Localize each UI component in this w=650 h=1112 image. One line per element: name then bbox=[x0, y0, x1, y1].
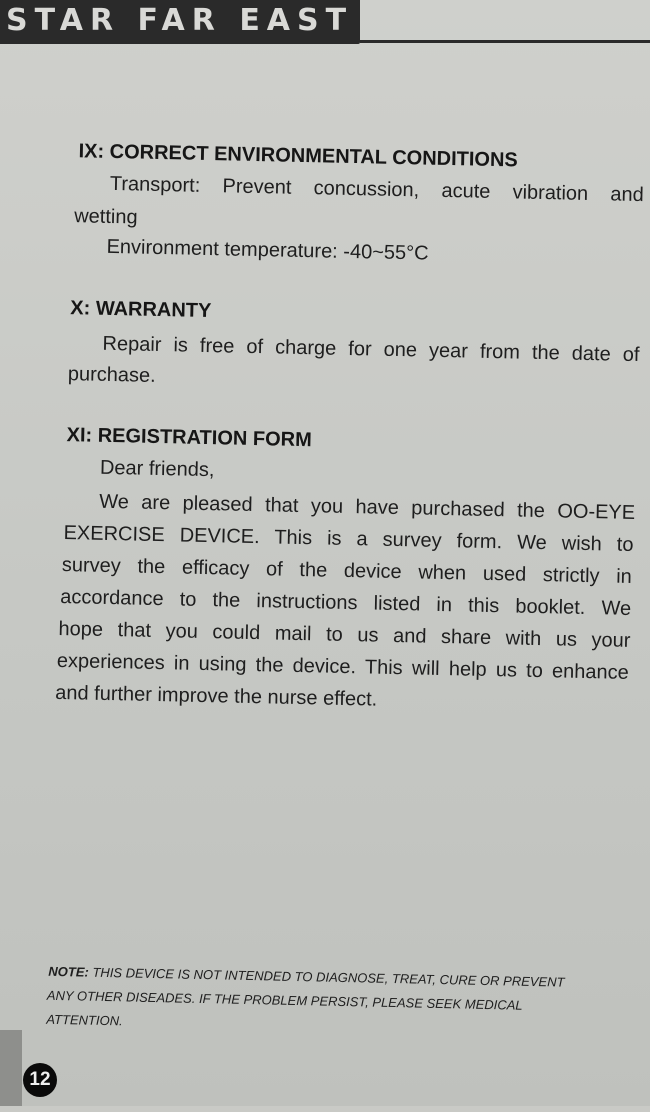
registration-line-2: EXERCISE DEVICE. This is a survey form. We wish to bbox=[63, 522, 634, 556]
registration-line-3: survey the efficacy of the device when used strictly in bbox=[61, 554, 633, 588]
brand-title: STAR FAR EAST bbox=[6, 3, 354, 38]
registration-line-7: and further improve the nurse effect. bbox=[54, 681, 378, 711]
registration-line-6: experiences in using the device. This will help us to enhance bbox=[56, 649, 629, 684]
registration-line-1: We are pleased that you have purchased the OO-EYE bbox=[99, 490, 636, 524]
environment-line-1: Transport: Prevent concussion, acute vibration and bbox=[109, 172, 645, 207]
warranty-line-2: purchase. bbox=[67, 363, 156, 387]
note-text-1: THIS DEVICE IS NOT INTENDED TO DIAGNOSE, TREAT, CURE OR PREVENT bbox=[92, 964, 565, 990]
registration-line-5: hope that you could mail to us and share with us your bbox=[58, 617, 631, 652]
environment-temperature: Environment temperature: -40~55°C bbox=[106, 235, 429, 265]
warranty-line-1: Repair is free of charge for one year from the date of bbox=[102, 332, 640, 367]
environment-line-2: wetting bbox=[73, 205, 138, 229]
registration-greeting: Dear friends, bbox=[99, 456, 215, 482]
page-number-badge: 12 bbox=[23, 1063, 57, 1097]
note-label: NOTE: bbox=[48, 963, 89, 980]
note-line-1 bbox=[48, 964, 564, 990]
note-line-2: ANY OTHER DISEADES. IF THE PROBLEM PERSIST, PLEASE SEEK MEDICAL bbox=[46, 987, 523, 1013]
note-line-3: ATTENTION. bbox=[46, 1011, 123, 1029]
page-corner-shadow bbox=[0, 1030, 22, 1106]
section-heading-environment: IX: CORRECT ENVIRONMENTAL CONDITIONS bbox=[78, 140, 518, 172]
registration-line-4: accordance to the instructions listed in this booklet. We bbox=[59, 585, 632, 620]
section-heading-registration: XI: REGISTRATION FORM bbox=[66, 424, 312, 452]
section-heading-warranty: X: WARRANTY bbox=[70, 297, 212, 323]
